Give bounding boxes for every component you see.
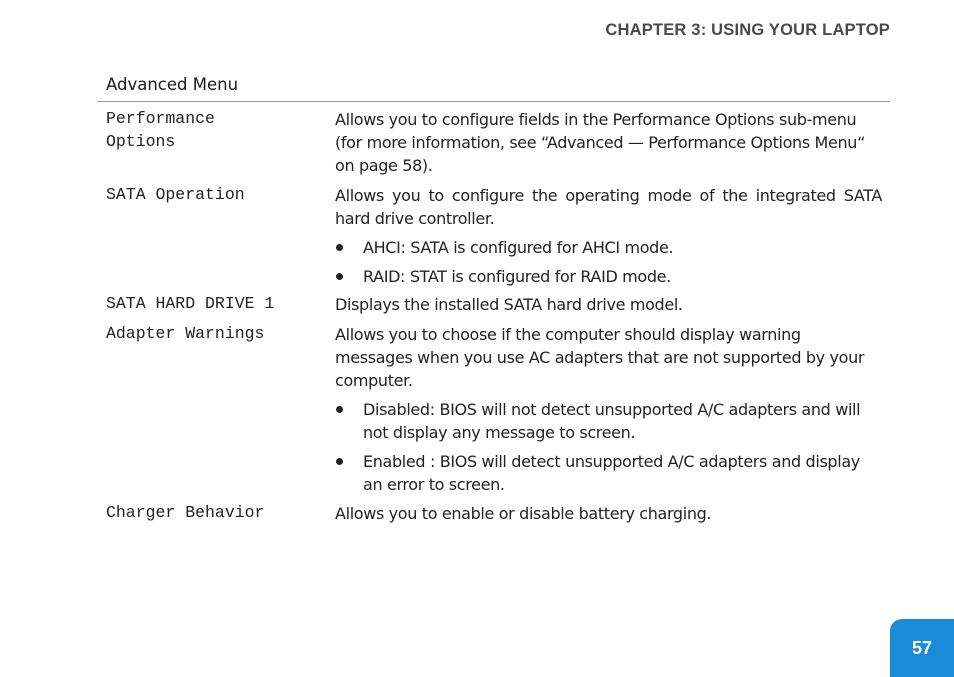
option-list — [335, 398, 882, 496]
setting-description: Allows you to configure fields in the Performance Options sub-menu (for more information, see “Advanced — Performance Options Menu“ on page 58). — [335, 110, 866, 175]
bullet-icon — [336, 458, 343, 465]
table-row — [106, 183, 882, 288]
list-item — [335, 450, 882, 496]
list-item — [335, 398, 882, 444]
option-text: Enabled : BIOS will detect unsupported A/C adapters and display an error to screen. — [363, 452, 860, 494]
setting-description-cell — [335, 322, 882, 496]
table-row — [106, 501, 882, 525]
setting-description-cell — [335, 501, 882, 525]
setting-description-cell — [335, 292, 882, 316]
setting-name: Adapter Warnings — [106, 324, 265, 343]
list-item — [335, 236, 882, 259]
setting-name: Charger Behavior — [106, 503, 265, 522]
setting-description-cell — [335, 183, 882, 288]
bullet-icon — [336, 406, 343, 413]
list-item — [335, 265, 882, 288]
option-text: Disabled: BIOS will not detect unsupported A/C adapters and will not display any message to screen. — [363, 400, 861, 442]
setting-description: Allows you to enable or disable battery charging. — [335, 504, 712, 523]
option-list — [335, 236, 882, 288]
setting-description: Allows you to choose if the computer should display warning messages when you use AC adapters that are not supported by your computer. — [335, 325, 865, 390]
setting-name: SATA Operation — [106, 185, 245, 204]
option-text: AHCI: SATA is configured for AHCI mode. — [363, 238, 674, 257]
section-divider — [97, 101, 890, 102]
table-row — [106, 107, 882, 177]
setting-description: Displays the installed SATA hard drive model. — [335, 295, 683, 314]
page-number-badge — [890, 619, 954, 677]
setting-name: SATA HARD DRIVE 1 — [106, 294, 275, 313]
bullet-icon — [336, 244, 343, 251]
chapter-header: CHAPTER 3: USING YOUR LAPTOP — [605, 21, 890, 39]
bullet-icon — [336, 273, 343, 280]
setting-description-cell — [335, 107, 882, 177]
page-number: 57 — [911, 637, 933, 658]
settings-table — [106, 107, 882, 531]
setting-description: Allows you to configure the operating mode of the integrated SATA hard drive controller. — [335, 186, 882, 228]
option-text: RAID: STAT is configured for RAID mode. — [363, 267, 671, 286]
table-row — [106, 322, 882, 496]
table-row — [106, 292, 882, 316]
setting-name: Performance Options — [106, 109, 215, 151]
section-title: Advanced Menu — [106, 75, 239, 94]
